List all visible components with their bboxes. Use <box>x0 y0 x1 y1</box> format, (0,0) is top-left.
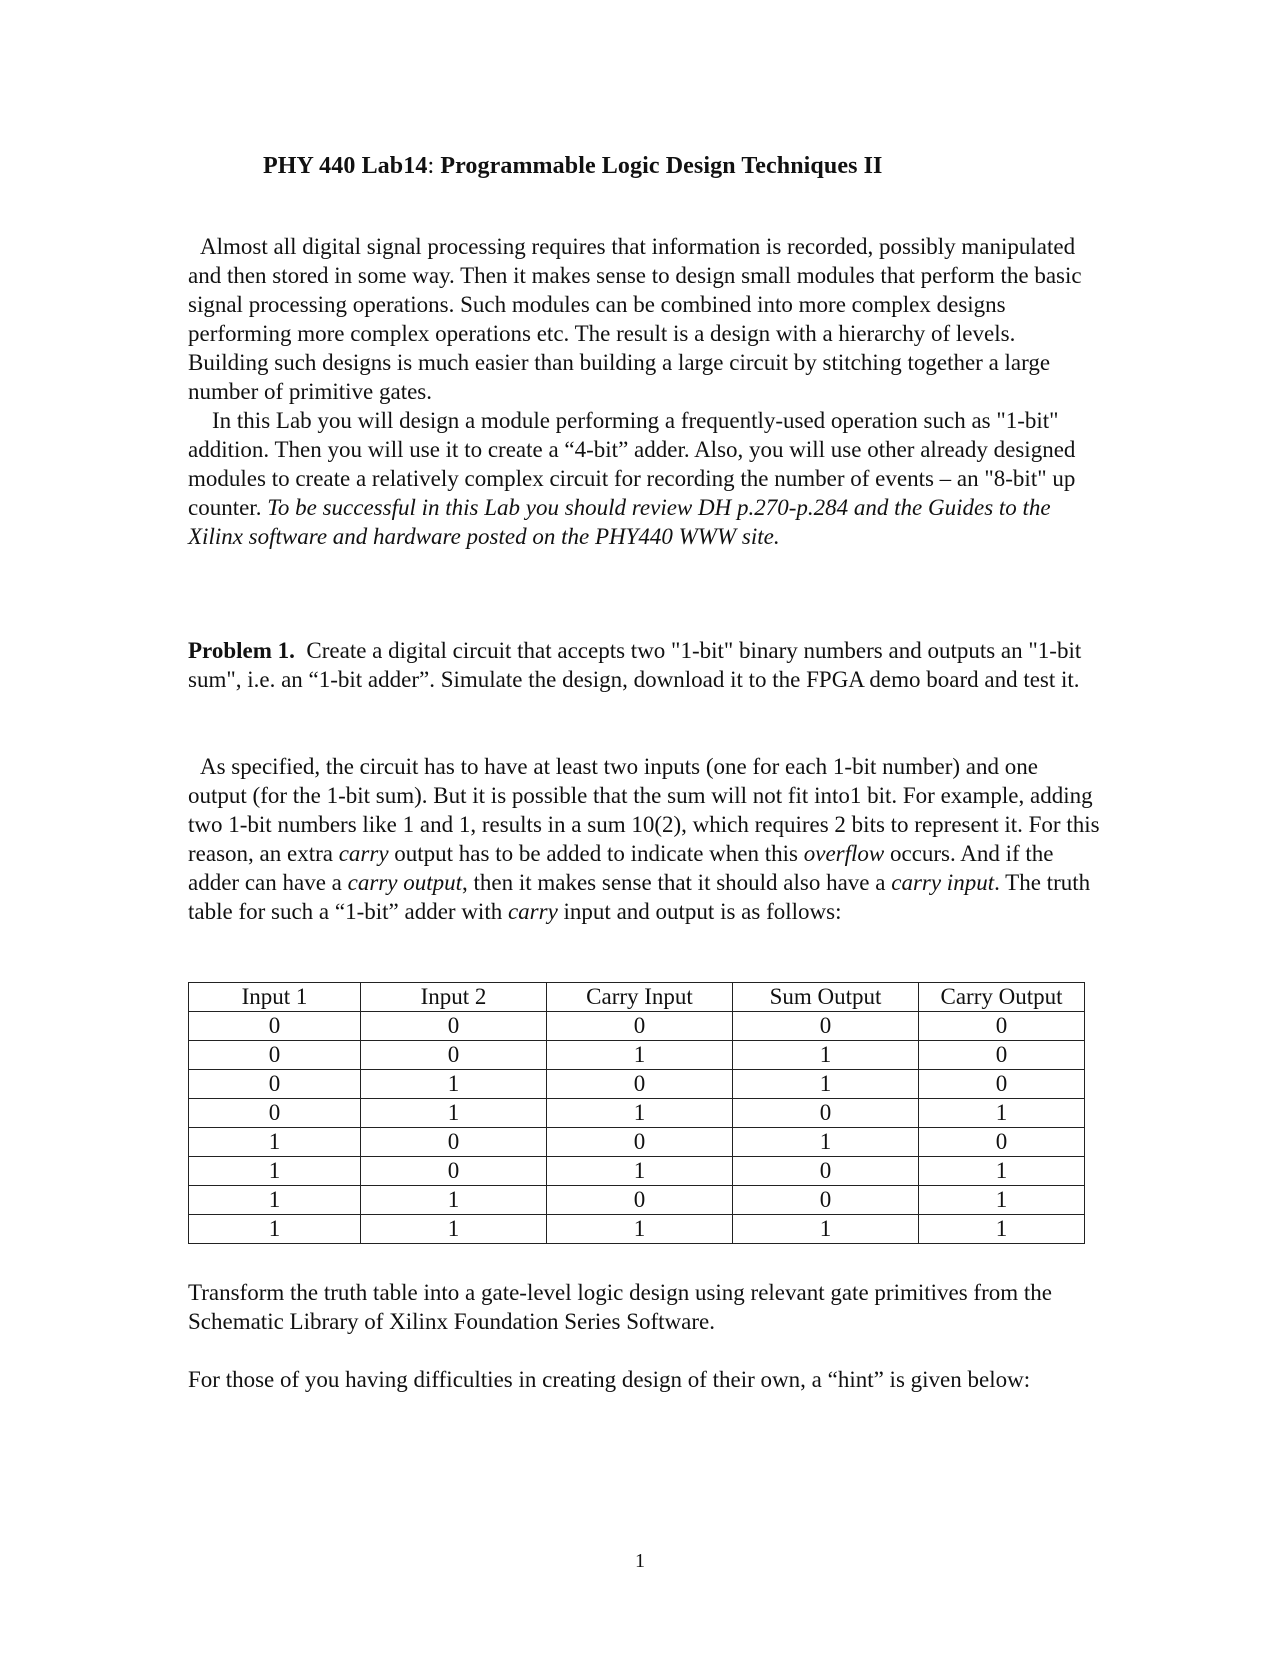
table-cell: 1 <box>547 1157 733 1186</box>
transform-instruction <box>188 1278 1100 1336</box>
table-cell: 1 <box>733 1128 919 1157</box>
table-cell: 1 <box>361 1215 547 1244</box>
truth-table <box>188 982 1085 1244</box>
table-cell: 0 <box>189 1041 361 1070</box>
truth-table-header-row <box>189 983 1085 1012</box>
table-cell: 1 <box>547 1215 733 1244</box>
column-header: Sum Output <box>733 983 919 1012</box>
explanation-italic-5: carry <box>507 899 558 924</box>
table-cell: 0 <box>547 1070 733 1099</box>
table-row <box>189 1099 1085 1128</box>
explanation-text-2: output has to be added to indicate when this <box>388 841 804 866</box>
table-cell: 1 <box>733 1041 919 1070</box>
table-cell: 0 <box>189 1012 361 1041</box>
table-row <box>189 1070 1085 1099</box>
table-cell: 0 <box>361 1012 547 1041</box>
table-cell: 0 <box>189 1099 361 1128</box>
problem-1-text: Create a digital circuit that accepts two "1-bit" binary numbers and outputs an "1-bit sum", i.e. an “1-bit adder”. Simulate the design, download it to the FPGA demo board and test it. <box>188 638 1082 692</box>
explanation-text-4: , then it makes sense that it should also have a <box>461 870 892 895</box>
table-row <box>189 1186 1085 1215</box>
table-cell: 0 <box>361 1128 547 1157</box>
problem-1-statement <box>188 636 1100 694</box>
table-cell: 0 <box>547 1128 733 1157</box>
table-cell: 1 <box>189 1157 361 1186</box>
table-cell: 1 <box>189 1128 361 1157</box>
table-cell: 1 <box>733 1215 919 1244</box>
table-cell: 0 <box>361 1157 547 1186</box>
transform-text: Transform the truth table into a gate-level logic design using relevant gate primitives from the Schematic Library of Xilinx Foundation Series Software. <box>188 1280 1052 1334</box>
table-row <box>189 1012 1085 1041</box>
table-cell: 1 <box>189 1215 361 1244</box>
table-cell: 1 <box>189 1186 361 1215</box>
table-row <box>189 1041 1085 1070</box>
table-cell: 0 <box>733 1186 919 1215</box>
table-cell: 0 <box>919 1012 1085 1041</box>
adder-explanation <box>188 752 1100 926</box>
table-cell: 0 <box>919 1041 1085 1070</box>
table-cell: 0 <box>919 1128 1085 1157</box>
table-cell: 0 <box>733 1099 919 1128</box>
table-cell: 0 <box>733 1157 919 1186</box>
title-colon: : <box>427 153 435 179</box>
table-cell: 1 <box>361 1070 547 1099</box>
table-cell: 1 <box>919 1186 1085 1215</box>
table-cell: 1 <box>919 1215 1085 1244</box>
table-cell: 1 <box>919 1099 1085 1128</box>
problem-1-label: Problem 1. <box>188 638 295 663</box>
table-cell: 0 <box>547 1012 733 1041</box>
table-row <box>189 1128 1085 1157</box>
table-cell: 1 <box>547 1099 733 1128</box>
explanation-text-6: input and output is as follows: <box>557 899 842 924</box>
table-cell: 0 <box>919 1070 1085 1099</box>
hint-intro <box>188 1365 1100 1394</box>
title-course: PHY 440 Lab14 <box>263 153 428 179</box>
explanation-text-1: As specified, the circuit has to have at least two inputs (one for each 1-bit number) and one output (for the 1-bit sum). But it is possible that the sum will not fit into1 bit. For example, adding two 1-bit numbers like 1 and 1, results in a sum 10(2), which requires 2 bits to represent it. For this reason, an extra <box>188 754 1100 866</box>
explanation-text-3: occurs. And if the adder can have a <box>188 841 1054 895</box>
table-row <box>189 1215 1085 1244</box>
table-cell: 1 <box>733 1070 919 1099</box>
intro-paragraph-1: Almost all digital signal processing requires that information is recorded, possibly manipulated and then stored in some way. Then it makes sense to design small modules that perform the basic signal processing operations. Such modules can be combined into more complex designs performing more complex operations etc. The result is a design with a hierarchy of levels. Building such designs is much easier than building a large circuit by stitching together a large number of primitive gates. <box>188 234 1082 404</box>
title-topic: Programmable Logic Design Techniques II <box>440 153 883 179</box>
table-cell: 1 <box>919 1157 1085 1186</box>
explanation-italic-4: carry input <box>891 870 995 895</box>
table-cell: 0 <box>361 1041 547 1070</box>
truth-table-body <box>189 1012 1085 1244</box>
table-cell: 0 <box>547 1186 733 1215</box>
intro-paragraph-2 <box>188 406 1100 551</box>
page-title <box>263 150 883 182</box>
intro-section <box>188 232 1100 551</box>
explanation-text-5: . The truth table for such a “1-bit” adder with <box>188 870 1091 924</box>
explanation-italic-2: overflow <box>803 841 885 866</box>
page-number: 1 <box>635 1550 645 1572</box>
table-cell: 0 <box>189 1070 361 1099</box>
table-cell: 1 <box>361 1099 547 1128</box>
column-header: Input 1 <box>189 983 361 1012</box>
table-row <box>189 1157 1085 1186</box>
table-cell: 0 <box>733 1012 919 1041</box>
column-header: Carry Input <box>547 983 733 1012</box>
column-header: Input 2 <box>361 983 547 1012</box>
hint-text: For those of you having difficulties in creating design of their own, a “hint” is given below: <box>188 1367 1031 1392</box>
table-cell: 1 <box>547 1041 733 1070</box>
column-header: Carry Output <box>919 983 1085 1012</box>
intro-paragraph-2-italic: To be successful in this Lab you should review DH p.270-p.284 and the Guides to the Xilinx software and hardware posted on the PHY440 WWW site. <box>188 495 1051 549</box>
intro-paragraph-2-text: In this Lab you will design a module performing a frequently-used operation such as "1-bit" addition. Then you will use it to create a “4-bit” adder. Also, you will use other already designed modules to create a relatively complex circuit for recording the number of events – an "8-bit" up counter. <box>188 408 1076 520</box>
explanation-italic-1: carry <box>338 841 389 866</box>
table-cell: 1 <box>361 1186 547 1215</box>
explanation-italic-3: carry output <box>347 870 462 895</box>
